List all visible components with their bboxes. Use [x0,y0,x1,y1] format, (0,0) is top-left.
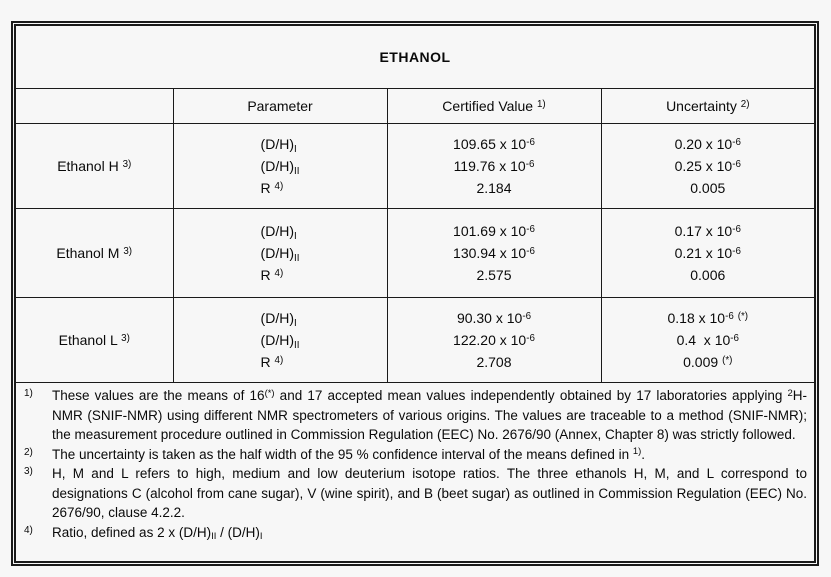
certified-value: 122.20 x $10^{-6}$ [453,332,535,348]
certified-value: 2.575 [476,267,512,283]
parameter-value: R $^{4)}$ [260,180,284,196]
page-title: ETHANOL [16,26,814,89]
footnote-3 [16,464,814,523]
certified-value-cell [387,124,601,209]
certificate-table [11,21,819,566]
parameter-cell [173,209,387,298]
column-header-label [16,89,173,124]
certified-value: 130.94 x $10^{-6}$ [453,245,535,261]
table-row-ethanol-l [16,298,814,383]
parameter-value: $(D/H)_I$ [260,310,297,329]
parameter-cell [173,124,387,209]
row-label-ethanol-m: Ethanol M $^{3)}$ [16,209,173,298]
table-row-ethanol-m [16,209,814,298]
certified-value: 109.65 x $10^{-6}$ [453,136,535,152]
footnote-text: Ratio, defined as 2 x $(D/H)_{II} / (D/H)_I$ [52,524,263,543]
uncertainty-value: 0.4 x $10^{-6}$ [676,332,739,348]
row-label-ethanol-l: Ethanol L $^{3)}$ [16,298,173,383]
footnote-marker: 2) [24,446,33,458]
parameter-value: $(D/H)_{II}$ [260,245,300,264]
uncertainty-value: 0.25 x $10^{-6}$ [674,158,741,174]
footnote-4 [16,523,814,543]
uncertainty-value: 0.17 x $10^{-6}$ [674,223,741,239]
uncertainty-cell [601,209,814,298]
parameter-value: $(D/H)_I$ [260,136,297,155]
certified-value: 119.76 x $10^{-6}$ [453,158,535,174]
uncertainty-value: 0.20 x $10^{-6}$ [674,136,741,152]
uncertainty-value: 0.21 x $10^{-6}$ [674,245,741,261]
uncertainty-value: 0.18 x $10^{-6}$ (*) [667,310,749,326]
footnote-text: H, M and L refers to high, medium and low deuterium isotope ratios. The three ethanols H, M, and L correspond to designations C (alcohol from cane sugar), V (wine spirit), and B (beet sugar) as outlined in Commission Regulation (EEC) No. 2676/90, clause 4.2.2. [52,466,807,520]
uncertainty-value: 0.009 (*) [683,354,733,370]
table-title-row [16,26,814,89]
footnote-text: These values are the means of 16(*) and 17 accepted mean values independently obtained by 17 laboratories applying $^2$H-NMR (SNIF-NMR) using different NMR spectrometers of various origins. The values are traceable to a method (SNIF-NMR); the measurement procedure outlined in Commission Regulation (EEC) No. 2676/90 (Annex, Chapter 8) was strictly followed. [52,387,808,442]
certified-value-cell [387,298,601,383]
certified-value: 2.184 [476,180,512,196]
uncertainty-value: 0.006 [690,267,726,283]
parameter-cell [173,298,387,383]
parameter-value: $(D/H)_I$ [260,223,297,242]
footnotes-section [16,383,814,542]
footnote-marker: 3) [24,466,33,477]
column-header-uncertainty: Uncertainty $^{2)}$ [601,89,814,124]
uncertainty-cell [601,298,814,383]
uncertainty-cell [601,124,814,209]
table-header-row [16,89,814,124]
row-label-ethanol-h: Ethanol H $^{3)}$ [16,124,173,209]
table-row-ethanol-h [16,124,814,209]
certified-value-cell [387,209,601,298]
uncertainty-value: 0.005 [690,180,726,196]
parameter-value: $(D/H)_{II}$ [260,158,300,177]
column-header-certified-value: Certified Value $^{1)}$ [387,89,601,124]
footnote-text: The uncertainty is taken as the half width of the 95 % confidence interval of the means defined in $^{1)}$. [52,446,646,462]
column-header-parameter: Parameter [173,89,387,124]
footnote-1 [16,386,814,445]
parameter-value: R $^{4)}$ [260,267,284,283]
certified-value: 90.30 x $10^{-6}$ [456,310,532,326]
footnote-2 [16,445,814,465]
certified-value: 2.708 [476,354,512,370]
parameter-value: $(D/H)_{II}$ [260,332,300,351]
footnote-marker: 4) [24,524,33,536]
certified-value: 101.69 x $10^{-6}$ [453,223,535,239]
footnote-marker: 1) [24,388,33,399]
parameter-value: R $^{4)}$ [260,354,284,370]
ethanol-data-table [16,26,814,383]
